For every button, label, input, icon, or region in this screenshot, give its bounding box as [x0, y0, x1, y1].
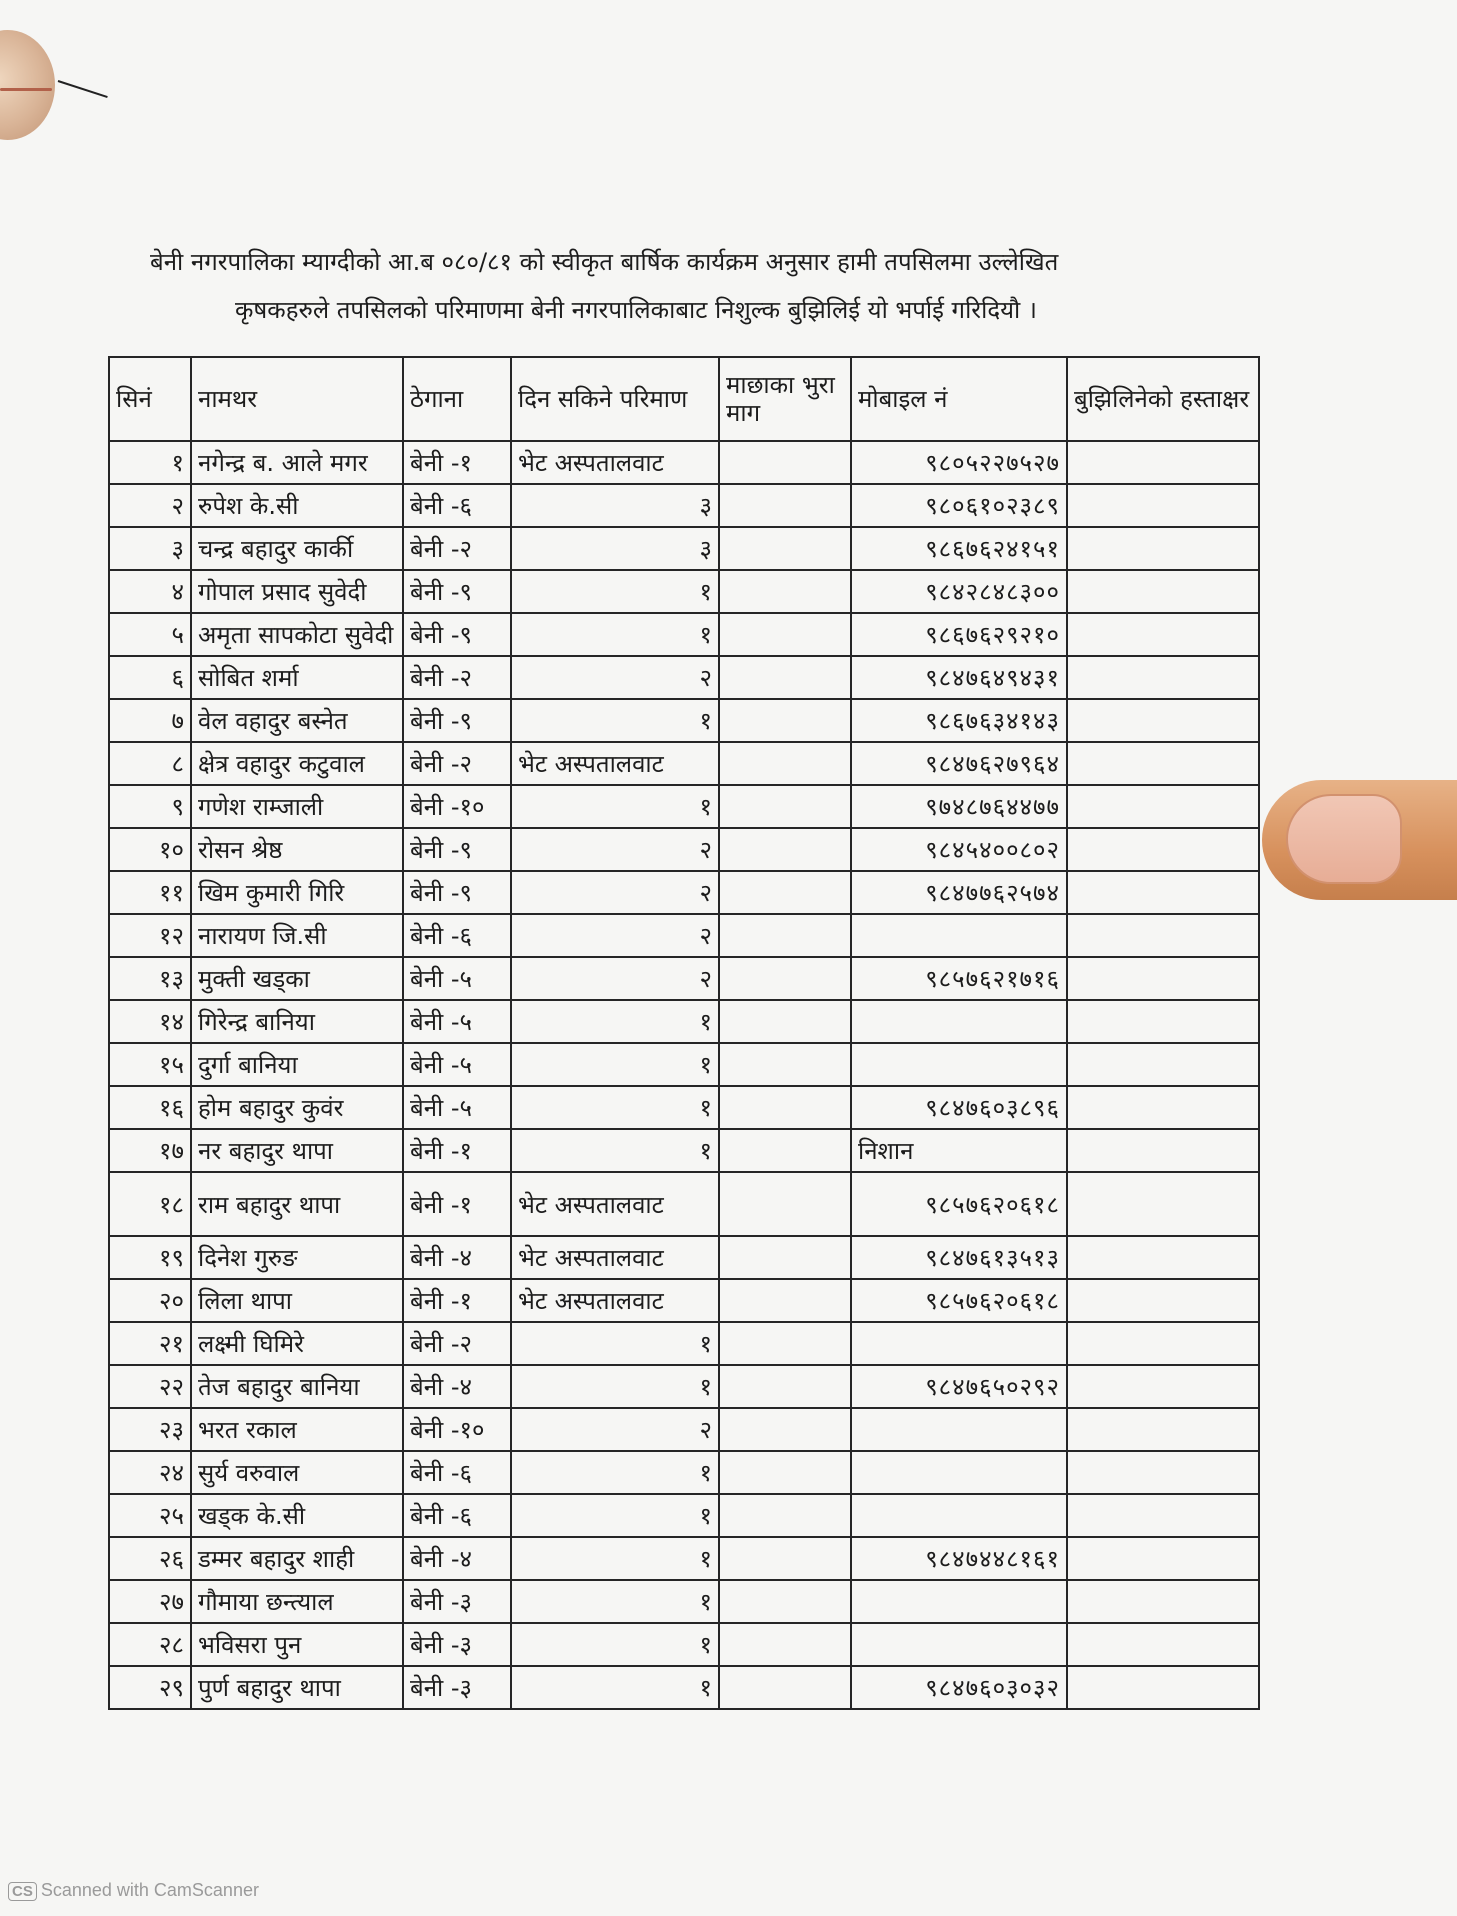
table-row	[109, 613, 1259, 656]
table-row	[109, 1322, 1259, 1365]
row-address: बेनी -५	[403, 1000, 511, 1043]
row-sn: १	[109, 441, 191, 484]
row-quantity: १	[511, 570, 719, 613]
row-name: सुर्य वरुवाल	[191, 1451, 403, 1494]
row-name: लिला थापा	[191, 1279, 403, 1322]
row-fish-demand	[719, 957, 851, 1000]
col-header-address: ठेगाना	[403, 357, 511, 441]
row-address: बेनी -१	[403, 1279, 511, 1322]
row-quantity: १	[511, 1666, 719, 1709]
row-sn: २२	[109, 1365, 191, 1408]
row-name: तेज बहादुर बानिया	[191, 1365, 403, 1408]
row-signature	[1067, 1666, 1259, 1709]
table-row	[109, 570, 1259, 613]
row-sn: २६	[109, 1537, 191, 1580]
table-row	[109, 1086, 1259, 1129]
row-sn: २३	[109, 1408, 191, 1451]
row-name: खड्क के.सी	[191, 1494, 403, 1537]
row-quantity: १	[511, 699, 719, 742]
row-address: बेनी -३	[403, 1623, 511, 1666]
row-mobile: ९८०५२२७५२७	[851, 441, 1067, 484]
row-fish-demand	[719, 1537, 851, 1580]
row-address: बेनी -२	[403, 742, 511, 785]
row-quantity: ३	[511, 484, 719, 527]
row-quantity: भेट अस्पतालवाट	[511, 742, 719, 785]
col-header-mobile: मोबाइल नं	[851, 357, 1067, 441]
row-name: क्षेत्र वहादुर कटुवाल	[191, 742, 403, 785]
row-sn: १८	[109, 1172, 191, 1236]
row-name: होम बहादुर कुवंर	[191, 1086, 403, 1129]
row-name: रुपेश के.सी	[191, 484, 403, 527]
row-sn: १०	[109, 828, 191, 871]
row-address: बेनी -६	[403, 914, 511, 957]
row-name: भरत रकाल	[191, 1408, 403, 1451]
row-fish-demand	[719, 742, 851, 785]
row-fish-demand	[719, 1279, 851, 1322]
row-fish-demand	[719, 871, 851, 914]
table-row	[109, 957, 1259, 1000]
row-fish-demand	[719, 656, 851, 699]
row-mobile	[851, 1322, 1067, 1365]
row-mobile: ९८४७६०३८९६	[851, 1086, 1067, 1129]
row-signature	[1067, 1236, 1259, 1279]
row-mobile: निशान	[851, 1129, 1067, 1172]
row-quantity: २	[511, 957, 719, 1000]
camscanner-text: Scanned with CamScanner	[40, 1880, 259, 1900]
row-fish-demand	[719, 1043, 851, 1086]
row-sn: ९	[109, 785, 191, 828]
finger-top-left	[0, 30, 55, 140]
row-fish-demand	[719, 1322, 851, 1365]
row-signature	[1067, 914, 1259, 957]
row-signature	[1067, 1172, 1259, 1236]
row-signature	[1067, 1365, 1259, 1408]
row-address: बेनी -२	[403, 527, 511, 570]
row-quantity: १	[511, 1086, 719, 1129]
row-signature	[1067, 1086, 1259, 1129]
row-name: वेल वहादुर बस्नेत	[191, 699, 403, 742]
table-row	[109, 1408, 1259, 1451]
row-fish-demand	[719, 1494, 851, 1537]
row-sn: १४	[109, 1000, 191, 1043]
table-row	[109, 1172, 1259, 1236]
row-fish-demand	[719, 1172, 851, 1236]
row-name: लक्ष्मी घिमिरे	[191, 1322, 403, 1365]
row-name: नर बहादुर थापा	[191, 1129, 403, 1172]
row-signature	[1067, 1043, 1259, 1086]
table-row	[109, 656, 1259, 699]
table-row	[109, 1623, 1259, 1666]
col-header-signature: बुझिलिनेको हस्ताक्षर	[1067, 357, 1259, 441]
row-address: बेनी -१	[403, 441, 511, 484]
row-address: बेनी -९	[403, 699, 511, 742]
table-row	[109, 1580, 1259, 1623]
row-sn: १५	[109, 1043, 191, 1086]
row-signature	[1067, 1000, 1259, 1043]
row-signature	[1067, 1408, 1259, 1451]
row-name: पुर्ण बहादुर थापा	[191, 1666, 403, 1709]
row-quantity: १	[511, 1000, 719, 1043]
row-sn: ६	[109, 656, 191, 699]
row-mobile	[851, 1000, 1067, 1043]
table-row	[109, 1365, 1259, 1408]
row-address: बेनी -१०	[403, 785, 511, 828]
row-sn: ७	[109, 699, 191, 742]
row-quantity: १	[511, 1494, 719, 1537]
fingernail	[1286, 794, 1402, 884]
row-quantity: २	[511, 914, 719, 957]
row-name: अमृता सापकोटा सुवेदी	[191, 613, 403, 656]
row-mobile	[851, 1580, 1067, 1623]
row-fish-demand	[719, 613, 851, 656]
row-address: बेनी -६	[403, 1494, 511, 1537]
row-mobile: ९७४८७६४४७७	[851, 785, 1067, 828]
table-row	[109, 1451, 1259, 1494]
row-address: बेनी -३	[403, 1666, 511, 1709]
row-quantity: २	[511, 871, 719, 914]
row-mobile: ९८५७६२१७१६	[851, 957, 1067, 1000]
row-mobile	[851, 1494, 1067, 1537]
row-signature	[1067, 441, 1259, 484]
row-name: सोबित शर्मा	[191, 656, 403, 699]
col-header-sn: सिनं	[109, 357, 191, 441]
row-sn: २९	[109, 1666, 191, 1709]
row-name: रोसन श्रेष्ठ	[191, 828, 403, 871]
row-quantity: १	[511, 1322, 719, 1365]
row-address: बेनी -५	[403, 1043, 511, 1086]
row-name: दिनेश गुरुङ	[191, 1236, 403, 1279]
row-address: बेनी -६	[403, 484, 511, 527]
row-name: गौमाया छन्त्याल	[191, 1580, 403, 1623]
row-mobile: ९८४७६०३०३२	[851, 1666, 1067, 1709]
finger-crease	[0, 88, 52, 91]
row-address: बेनी -४	[403, 1236, 511, 1279]
row-quantity: ३	[511, 527, 719, 570]
row-signature	[1067, 1279, 1259, 1322]
table-row	[109, 1236, 1259, 1279]
row-quantity: २	[511, 656, 719, 699]
row-mobile: ९८५७६२०६१८	[851, 1172, 1067, 1236]
row-fish-demand	[719, 1451, 851, 1494]
row-fish-demand	[719, 1580, 851, 1623]
table-row	[109, 1537, 1259, 1580]
row-name: भविसरा पुन	[191, 1623, 403, 1666]
row-fish-demand	[719, 1000, 851, 1043]
row-signature	[1067, 613, 1259, 656]
row-signature	[1067, 871, 1259, 914]
row-mobile: ९८४७७६२५७४	[851, 871, 1067, 914]
row-mobile: ९८४५४००८०२	[851, 828, 1067, 871]
row-fish-demand	[719, 570, 851, 613]
table-row	[109, 828, 1259, 871]
table-row	[109, 742, 1259, 785]
row-signature	[1067, 1580, 1259, 1623]
row-quantity: २	[511, 1408, 719, 1451]
intro-line-2: कृषकहरुले तपसिलको परिमाणमा बेनी नगरपालिकाबाट निशुल्क बुझिलिई यो भर्पाई गरिदियौ ।	[235, 296, 1037, 324]
table-header-row	[109, 357, 1259, 441]
pen-mark	[58, 80, 108, 98]
row-signature	[1067, 1129, 1259, 1172]
row-address: बेनी -५	[403, 957, 511, 1000]
row-sn: ५	[109, 613, 191, 656]
row-mobile	[851, 1623, 1067, 1666]
row-quantity: २	[511, 828, 719, 871]
row-mobile: ९८४७६४९४३१	[851, 656, 1067, 699]
row-fish-demand	[719, 1129, 851, 1172]
row-sn: १२	[109, 914, 191, 957]
row-mobile: ९८४७६५०२९२	[851, 1365, 1067, 1408]
row-signature	[1067, 828, 1259, 871]
row-name: चन्द्र बहादुर कार्की	[191, 527, 403, 570]
row-mobile: ९८०६१०२३८९	[851, 484, 1067, 527]
row-sn: १७	[109, 1129, 191, 1172]
row-address: बेनी -९	[403, 828, 511, 871]
row-fish-demand	[719, 527, 851, 570]
row-address: बेनी -९	[403, 871, 511, 914]
row-mobile	[851, 1408, 1067, 1451]
row-mobile: ९८६७६२९२१०	[851, 613, 1067, 656]
distribution-table	[108, 356, 1260, 1710]
row-mobile: ९८४७४४८१६१	[851, 1537, 1067, 1580]
row-fish-demand	[719, 1408, 851, 1451]
row-name: नारायण जि.सी	[191, 914, 403, 957]
row-address: बेनी -१	[403, 1129, 511, 1172]
row-address: बेनी -२	[403, 656, 511, 699]
row-signature	[1067, 570, 1259, 613]
row-mobile: ९८४७६१३५१३	[851, 1236, 1067, 1279]
col-header-fish-demand: माछाका भुरा माग	[719, 357, 851, 441]
row-fish-demand	[719, 484, 851, 527]
row-signature	[1067, 484, 1259, 527]
row-name: मुक्ती खड्का	[191, 957, 403, 1000]
row-quantity: १	[511, 1580, 719, 1623]
row-quantity: १	[511, 1537, 719, 1580]
row-address: बेनी -४	[403, 1365, 511, 1408]
table-row	[109, 1279, 1259, 1322]
row-address: बेनी -१	[403, 1172, 511, 1236]
row-quantity: १	[511, 1365, 719, 1408]
row-quantity: १	[511, 613, 719, 656]
row-sn: ८	[109, 742, 191, 785]
row-fish-demand	[719, 441, 851, 484]
row-address: बेनी -९	[403, 613, 511, 656]
table-row	[109, 699, 1259, 742]
table-row	[109, 527, 1259, 570]
row-fish-demand	[719, 1236, 851, 1279]
col-header-name: नामथर	[191, 357, 403, 441]
row-quantity: भेट अस्पतालवाट	[511, 1236, 719, 1279]
row-signature	[1067, 1494, 1259, 1537]
row-name: खिम कुमारी गिरि	[191, 871, 403, 914]
row-name: गणेश राम्जाली	[191, 785, 403, 828]
row-signature	[1067, 656, 1259, 699]
row-quantity: १	[511, 1043, 719, 1086]
row-quantity: १	[511, 1623, 719, 1666]
table-row	[109, 441, 1259, 484]
table-row	[109, 914, 1259, 957]
row-signature	[1067, 785, 1259, 828]
row-quantity: भेट अस्पतालवाट	[511, 441, 719, 484]
row-address: बेनी -२	[403, 1322, 511, 1365]
row-sn: ३	[109, 527, 191, 570]
table-row	[109, 1494, 1259, 1537]
row-mobile	[851, 1451, 1067, 1494]
row-name: गिरेन्द्र बानिया	[191, 1000, 403, 1043]
table-row	[109, 1043, 1259, 1086]
row-name: गोपाल प्रसाद सुवेदी	[191, 570, 403, 613]
row-sn: २०	[109, 1279, 191, 1322]
row-sn: १६	[109, 1086, 191, 1129]
row-fish-demand	[719, 699, 851, 742]
row-signature	[1067, 1451, 1259, 1494]
row-quantity: १	[511, 1451, 719, 1494]
row-quantity: १	[511, 785, 719, 828]
row-signature	[1067, 1537, 1259, 1580]
row-address: बेनी -५	[403, 1086, 511, 1129]
table-row	[109, 871, 1259, 914]
row-quantity: भेट अस्पतालवाट	[511, 1279, 719, 1322]
row-mobile	[851, 1043, 1067, 1086]
row-sn: २८	[109, 1623, 191, 1666]
row-sn: ४	[109, 570, 191, 613]
row-signature	[1067, 699, 1259, 742]
row-sn: २५	[109, 1494, 191, 1537]
row-sn: २	[109, 484, 191, 527]
row-sn: १३	[109, 957, 191, 1000]
row-quantity: १	[511, 1129, 719, 1172]
row-address: बेनी -३	[403, 1580, 511, 1623]
row-fish-demand	[719, 914, 851, 957]
col-header-quantity: दिन सकिने परिमाण	[511, 357, 719, 441]
row-signature	[1067, 527, 1259, 570]
row-fish-demand	[719, 828, 851, 871]
table-row	[109, 484, 1259, 527]
row-quantity: भेट अस्पतालवाट	[511, 1172, 719, 1236]
row-mobile	[851, 914, 1067, 957]
row-address: बेनी -९	[403, 570, 511, 613]
row-mobile: ९८४७६२७९६४	[851, 742, 1067, 785]
row-mobile: ९८६७६३४१४३	[851, 699, 1067, 742]
row-mobile: ९८६७६२४१५१	[851, 527, 1067, 570]
table-row	[109, 1129, 1259, 1172]
row-signature	[1067, 742, 1259, 785]
row-signature	[1067, 1322, 1259, 1365]
row-mobile: ९८४२८४८३००	[851, 570, 1067, 613]
row-signature	[1067, 957, 1259, 1000]
row-fish-demand	[719, 1666, 851, 1709]
row-fish-demand	[719, 1365, 851, 1408]
row-name: राम बहादुर थापा	[191, 1172, 403, 1236]
row-address: बेनी -१०	[403, 1408, 511, 1451]
table-row	[109, 785, 1259, 828]
camscanner-watermark	[8, 1880, 259, 1901]
row-signature	[1067, 1623, 1259, 1666]
table-row	[109, 1666, 1259, 1709]
row-fish-demand	[719, 785, 851, 828]
row-sn: २७	[109, 1580, 191, 1623]
row-name: नगेन्द्र ब. आले मगर	[191, 441, 403, 484]
row-address: बेनी -६	[403, 1451, 511, 1494]
camscanner-logo-icon: CS	[8, 1882, 37, 1901]
row-fish-demand	[719, 1623, 851, 1666]
row-name: दुर्गा बानिया	[191, 1043, 403, 1086]
row-sn: ११	[109, 871, 191, 914]
intro-line-1: बेनी नगरपालिका म्याग्दीको आ.ब ०८०/८१ को स्वीकृत बार्षिक कार्यक्रम अनुसार हामी तपसिलमा उल्लेखित	[150, 248, 1059, 276]
row-sn: १९	[109, 1236, 191, 1279]
row-sn: २४	[109, 1451, 191, 1494]
row-sn: २१	[109, 1322, 191, 1365]
row-name: डम्मर बहादुर शाही	[191, 1537, 403, 1580]
row-address: बेनी -४	[403, 1537, 511, 1580]
table-row	[109, 1000, 1259, 1043]
row-fish-demand	[719, 1086, 851, 1129]
row-mobile: ९८५७६२०६१८	[851, 1279, 1067, 1322]
